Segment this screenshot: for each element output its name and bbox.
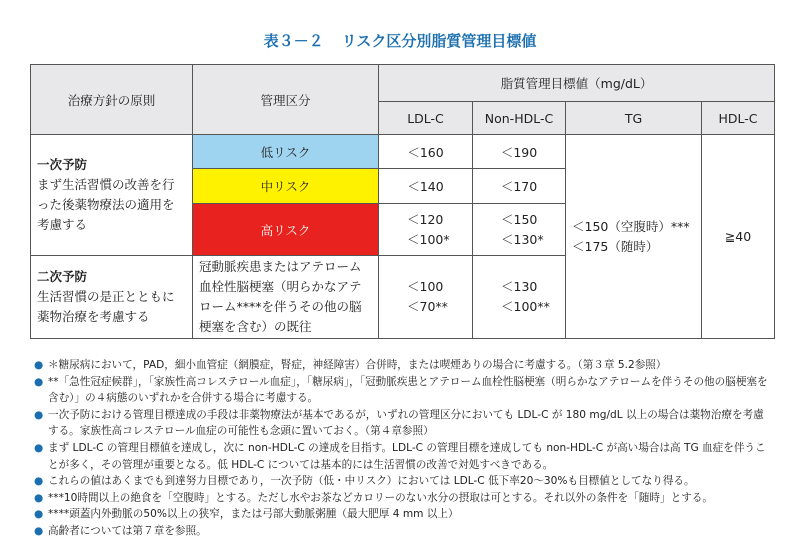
table-title	[0, 30, 800, 51]
footnote-item	[34, 506, 774, 523]
category-low-risk: 低リスク	[193, 135, 379, 169]
primary-prevention-cell	[31, 135, 193, 256]
footnote-text: **「急性冠症候群」，「家族性高コレステロール血症」，「糖尿病」，「冠動脈疾患とアテローム血栓性脳梗塞（明らかなアテロームを伴うその他の脳梗塞を含む）」の４病態のいずれかを合併する場合に考慮する。	[48, 375, 768, 405]
category-mid-risk: 中リスク	[193, 169, 379, 204]
ldl-high-2: ＜100*	[407, 231, 450, 247]
header-principle: 治療方針の原則	[31, 65, 193, 135]
lipid-target-table	[30, 64, 775, 339]
bullet-icon: ●	[34, 491, 44, 504]
bullet-icon: ●	[34, 408, 44, 421]
footnote-item	[34, 374, 774, 407]
table-number: 表３－２	[263, 32, 324, 50]
hdl-target: ≧40	[702, 135, 775, 339]
footnote-item	[34, 440, 774, 473]
tg-target-casual: ＜175（随時）	[572, 238, 659, 254]
header-tg: TG	[566, 102, 702, 135]
nonhdl-low: ＜190	[473, 135, 566, 169]
footnote-text: 一次予防における管理目標達成の手段は非薬物療法が基本であるが，いずれの管理区分においても LDL-C が 180 mg/dL 以上の場合は薬物治療を考慮する。家族性高コレステロール血症の可能性も念頭に置いておく。（第４章参照）	[48, 408, 764, 438]
bullet-icon: ●	[34, 475, 44, 488]
category-high-risk: 高リスク	[193, 204, 379, 256]
footnote-item	[34, 473, 774, 490]
footnote-text: これらの値はあくまでも到達努力目標であり，一次予防（低・中リスク）においては LDL-C 低下率20〜30%も目標値としてなり得る。	[48, 475, 695, 488]
ldl-secondary	[379, 256, 473, 339]
footnote-item	[34, 490, 774, 507]
footnote-item	[34, 407, 774, 440]
primary-prevention-desc: まず生活習慣の改善を行った後薬物療法の適用を考慮する	[37, 177, 175, 232]
footnote-item	[34, 523, 774, 540]
footnote-text: ***10時間以上の絶食を「空腹時」とする。ただし水やお茶などカロリーのない水分の摂取は可とする。それ以外の条件を「随時」とする。	[48, 491, 713, 504]
bullet-icon: ●	[34, 524, 44, 537]
footnote-text: 高齢者については第７章を参照。	[48, 524, 207, 537]
header-target-group: 脂質管理目標値（mg/dL）	[379, 65, 775, 102]
ldl-secondary-1: ＜100	[407, 279, 444, 294]
table-name: リスク区分別脂質管理目標値	[341, 32, 537, 50]
nonhdl-secondary	[473, 256, 566, 339]
header-ldl: LDL-C	[379, 102, 473, 135]
nonhdl-high-1: ＜150	[501, 211, 538, 227]
nonhdl-mid: ＜170	[473, 169, 566, 204]
footnote-text: まず LDL-C の管理目標値を達成し，次に non-HDL-C の達成を目指す。LDL-C の管理目標を達成しても non-HDL-C が高い場合は高 TG 血症を伴うことが多く，その管理が重要となる。低 HDL-C については基本的には生活習慣の改善で対処すべきである。	[48, 441, 766, 471]
nonhdl-high	[473, 204, 566, 256]
tg-target-fasting: ＜150（空腹時）***	[572, 218, 690, 234]
secondary-prevention-cell	[31, 256, 193, 339]
header-category: 管理区分	[193, 65, 379, 135]
ldl-low: ＜160	[379, 135, 473, 169]
nonhdl-secondary-1: ＜130	[501, 279, 538, 294]
secondary-prevention-desc: 生活習慣の是正とともに薬物治療を考慮する	[37, 289, 175, 324]
header-hdl: HDL-C	[702, 102, 775, 135]
ldl-secondary-2: ＜70**	[407, 299, 448, 314]
secondary-prevention-title: 二次予防	[37, 269, 88, 284]
nonhdl-high-2: ＜130*	[501, 231, 544, 247]
ldl-mid: ＜140	[379, 169, 473, 204]
ldl-high	[379, 204, 473, 256]
bullet-icon: ●	[34, 375, 44, 388]
footnotes-list	[34, 357, 774, 540]
bullet-icon: ●	[34, 508, 44, 521]
header-nonhdl: Non-HDL-C	[473, 102, 566, 135]
nonhdl-secondary-2: ＜100**	[501, 299, 550, 314]
footnote-text: ****頭蓋内外動脈の50%以上の狭窄，または弓部大動脈粥腫（最大肥厚 4 mm 以上）	[48, 508, 459, 521]
footnote-item	[34, 357, 774, 374]
ldl-high-1: ＜120	[407, 211, 444, 227]
bullet-icon: ●	[34, 441, 44, 454]
primary-prevention-title: 一次予防	[37, 157, 88, 172]
tg-target-cell	[566, 135, 702, 339]
footnote-text: ＊糖尿病において，PAD，細小血管症（網膜症，腎症，神経障害）合併時，または喫煙ありの場合に考慮する。（第３章 5.2参照）	[48, 359, 667, 371]
category-secondary: 冠動脈疾患またはアテローム血栓性脳梗塞（明らかなアテローム****を伴うその他の脳梗塞を含む）の既往	[193, 256, 379, 339]
bullet-icon: ●	[34, 359, 44, 371]
